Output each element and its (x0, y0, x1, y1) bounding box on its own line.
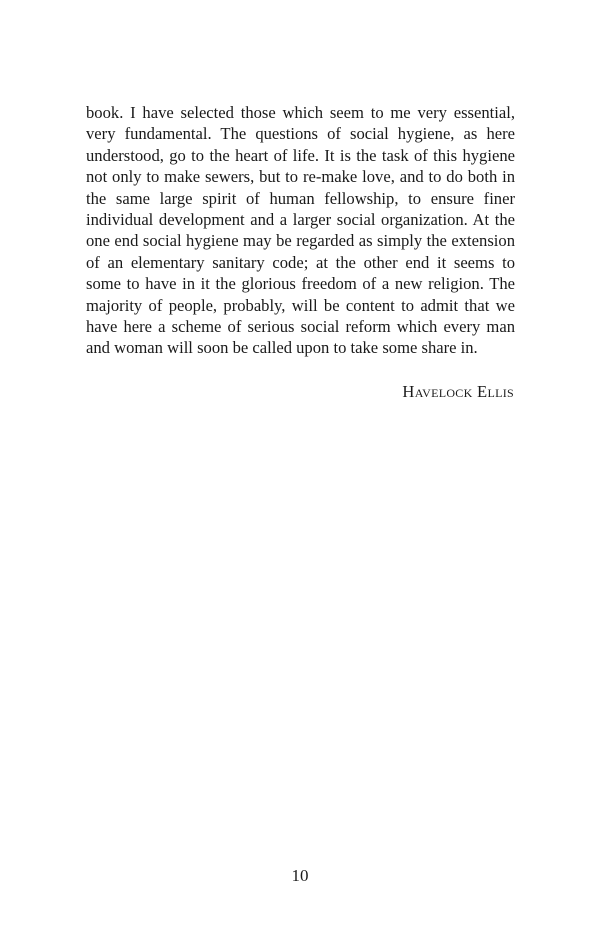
author-signature: Havelock Ellis (402, 382, 514, 401)
body-paragraph: book. I have selected those which seem to me very essential, very fundamental. The questions of social hygiene, as here understood, go to the heart of life. It is the task of this hygiene not only to make sewers, but to re-make love, and to do both in the same large spirit of human fellowship, to ensure finer individual development and a larger social organization. At the one end social hygiene may be regarded as simply the extension of an elementary sanitary code; at the other end it seems to some to have in it the glorious freedom of a new religion. The majority of people, probably, will be content to admit that we have here a scheme of serious social reform which every man and woman will soon be called upon to take some share in. (86, 103, 515, 358)
page-number: 10 (291, 866, 309, 885)
